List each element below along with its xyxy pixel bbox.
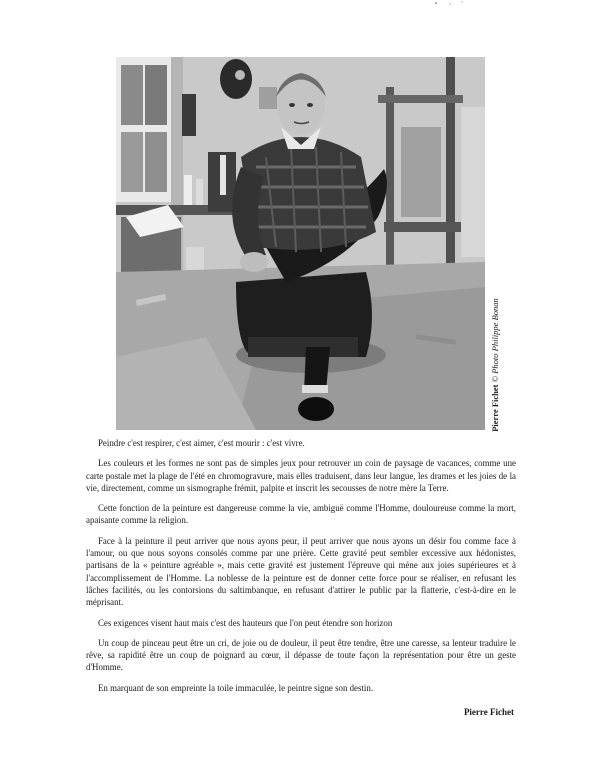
photo-credit-rest: © Photo Philippe Bonan [490, 298, 500, 385]
artist-photo [116, 57, 485, 430]
scan-mark [432, 0, 472, 8]
paragraph: Face à la peinture il peut arriver que nous ayons peur, il peut arriver que nous ayons un désir fou comme face à l'amour, ou que nous soyons consolés comme par une prière. Cette gravité peut sembler excessive aux hédonistes, partisans de la « peinture agréable », mais cette gravité est justement l'épreuve qui mène aux joies supérieures et à l'accomplissement de l'Homme. La noblesse de la peinture est de donner cette force pour se réaliser, en refusant les lâches facilités, ou les contorsions du saltimbanque, en refusant d'attirer le public par la flatterie, c'est-à-dire en le méprisant. [86, 535, 516, 608]
paragraph: Les couleurs et les formes ne sont pas de simples jeux pour retrouver un coin de paysage de vacances, comme une carte postale met la plage de l'été en chromogravure, mais elles traduisent, dans leur langue, les drames et les joies de la vie, directement, comme un sismographe frémit, palpite et inscrit les secousses de notre mère la Terre. [86, 458, 516, 493]
essay-text [86, 437, 516, 702]
paragraph: En marquant de son empreinte la toile immaculée, le peintre signe son destin. [98, 682, 374, 693]
paragraph: Ces exigences visent haut mais c'est des hauteurs que l'on peut étendre son horizon [98, 617, 393, 628]
paragraph: Peindre c'est respirer, c'est aimer, c'est mourir : c'est vivre. [98, 438, 305, 448]
paragraph: Cette fonction de la peinture est dangereuse comme la vie, ambiguë comme l'Homme, douloureuse comme la mort, apaisante comme la religion. [86, 503, 516, 526]
photo-credit-name: Pierre Fichet [490, 384, 500, 432]
studio-scene [116, 57, 485, 430]
signature: Pierre Fichet [463, 707, 514, 717]
photo-credit [487, 300, 503, 430]
paragraph: Un coup de pinceau peut être un cri, de joie ou de douleur, il peut être tendre, être une caresse, sa lenteur traduire le rêve, sa rapidité être un coup de poignard au cœur, il dépasse de toute façon la représentation pour être un geste d'Homme. [86, 637, 516, 673]
